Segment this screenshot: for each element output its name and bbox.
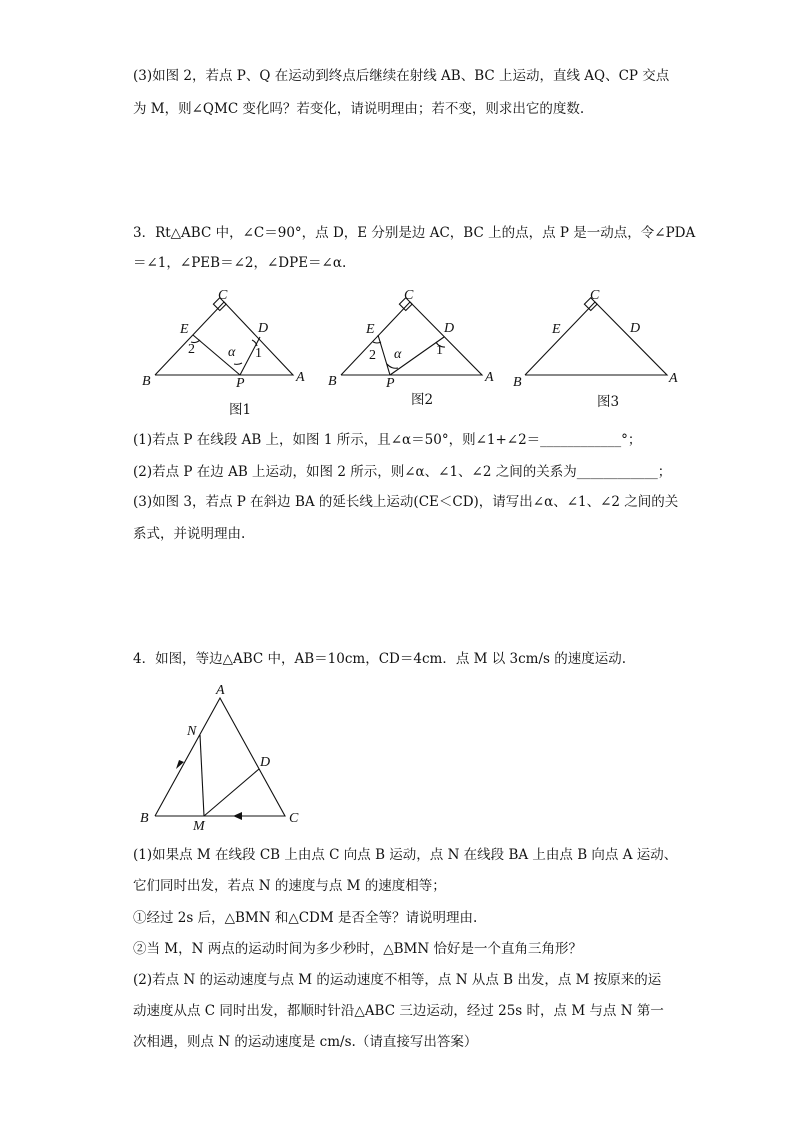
fig1-label-b: B bbox=[142, 374, 151, 389]
q3-line2: ＝∠1，∠PEB＝∠2，∠DPE＝∠α. bbox=[133, 255, 347, 271]
fig2-label-p: P bbox=[386, 376, 395, 391]
q4-part2-line3: 次相遇，则点 N 的运动速度是 cm/s.（请直接写出答案） bbox=[133, 1034, 478, 1050]
q4-line1: 4．如图，等边△ABC 中，AB＝10cm，CD＝4cm．点 M 以 3cm/s 的速度运动. bbox=[133, 651, 627, 667]
fig1-label-e: E bbox=[180, 322, 189, 337]
fig1-caption: 图1 bbox=[229, 402, 252, 418]
fig1-label-a: A bbox=[296, 370, 305, 385]
q4-label-a: A bbox=[216, 683, 225, 698]
fig2-angle-2: 2 bbox=[369, 348, 376, 363]
fig1-angle-2: 2 bbox=[188, 342, 195, 357]
q4-label-d: D bbox=[260, 755, 271, 770]
fig2-label-b: B bbox=[328, 374, 337, 389]
fig1-label-p: P bbox=[236, 376, 245, 391]
fig3-caption: 图3 bbox=[597, 394, 620, 410]
fig3-label-c: C bbox=[590, 288, 600, 303]
fig3-label-b: B bbox=[513, 375, 522, 390]
fig2-label-e: E bbox=[366, 322, 375, 337]
q4-label-n: N bbox=[187, 724, 197, 739]
fig1-label-d: D bbox=[258, 321, 269, 336]
q4-part1-line2: 它们同时出发，若点 N 的速度与点 M 的速度相等； bbox=[133, 878, 446, 894]
fig1-angle-1: 1 bbox=[255, 346, 262, 361]
q3-part3-line2: 系式，并说明理由. bbox=[133, 526, 246, 542]
q4-part2-line2: 动速度从点 C 同时出发，都顺时针沿△ABC 三边运动，经过 25s 时，点 M 与点 N 第一 bbox=[133, 1003, 664, 1019]
q2-part3-line1: (3)如图 2，若点 P、Q 在运动到终点后继续在射线 AB、BC 上运动，直线 AQ、CP 交点 bbox=[133, 68, 670, 84]
q4-label-c: C bbox=[289, 811, 299, 826]
q4-part1-line1: (1)如果点 M 在线段 CB 上由点 C 向点 B 运动，点 N 在线段 BA 上由点 B 向点 A 运动、 bbox=[133, 847, 678, 863]
fig3-label-a: A bbox=[669, 371, 678, 386]
q3-line1: 3．Rt△ABC 中，∠C＝90°，点 D，E 分别是边 AC，BC 上的点，点 P 是一动点，令∠PDA bbox=[133, 225, 696, 241]
fig2-label-c: C bbox=[404, 288, 414, 303]
fig2-angle-1: 1 bbox=[436, 343, 443, 358]
q4-part2-line1: (2)若点 N 的运动速度与点 M 的运动速度不相等，点 N 从点 B 出发，点 M 按原来的运 bbox=[133, 972, 662, 988]
fig2-angle-alpha: α bbox=[394, 347, 402, 362]
fig3-label-d: D bbox=[630, 321, 641, 336]
q3-figure-2 bbox=[320, 280, 500, 415]
q3-part2: (2)若点 P 在边 AB 上运动，如图 2 所示，则∠α、∠1、∠2 之间的关系为____________； bbox=[133, 464, 672, 480]
q4-sub1: ①经过 2s 后，△BMN 和△CDM 是否全等？请说明理由. bbox=[133, 910, 478, 926]
q3-part3-line1: (3)如图 3，若点 P 在斜边 BA 的延长线上运动(CE＜CD)，请写出∠α、∠1、∠2 之间的关 bbox=[133, 494, 679, 510]
fig1-angle-alpha: α bbox=[228, 345, 236, 360]
q4-sub2: ②当 M，N 两点的运动时间为多少秒时，△BMN 恰好是一个直角三角形？ bbox=[133, 941, 582, 957]
q4-figure bbox=[135, 680, 310, 835]
q3-part1: (1)若点 P 在线段 AB 上，如图 1 所示，且∠α＝50°，则∠1+∠2＝____________°； bbox=[133, 432, 642, 448]
q4-label-b: B bbox=[140, 811, 149, 826]
fig2-label-a: A bbox=[485, 370, 494, 385]
fig2-caption: 图2 bbox=[411, 392, 434, 408]
q4-label-m: M bbox=[193, 819, 205, 834]
q2-part3-line2: 为 M，则∠QMC 变化吗？若变化，请说明理由；若不变，则求出它的度数. bbox=[133, 101, 585, 117]
q3-figure-1 bbox=[130, 280, 320, 415]
fig2-label-d: D bbox=[444, 321, 455, 336]
fig1-label-c: C bbox=[218, 288, 228, 303]
fig3-label-e: E bbox=[552, 322, 561, 337]
